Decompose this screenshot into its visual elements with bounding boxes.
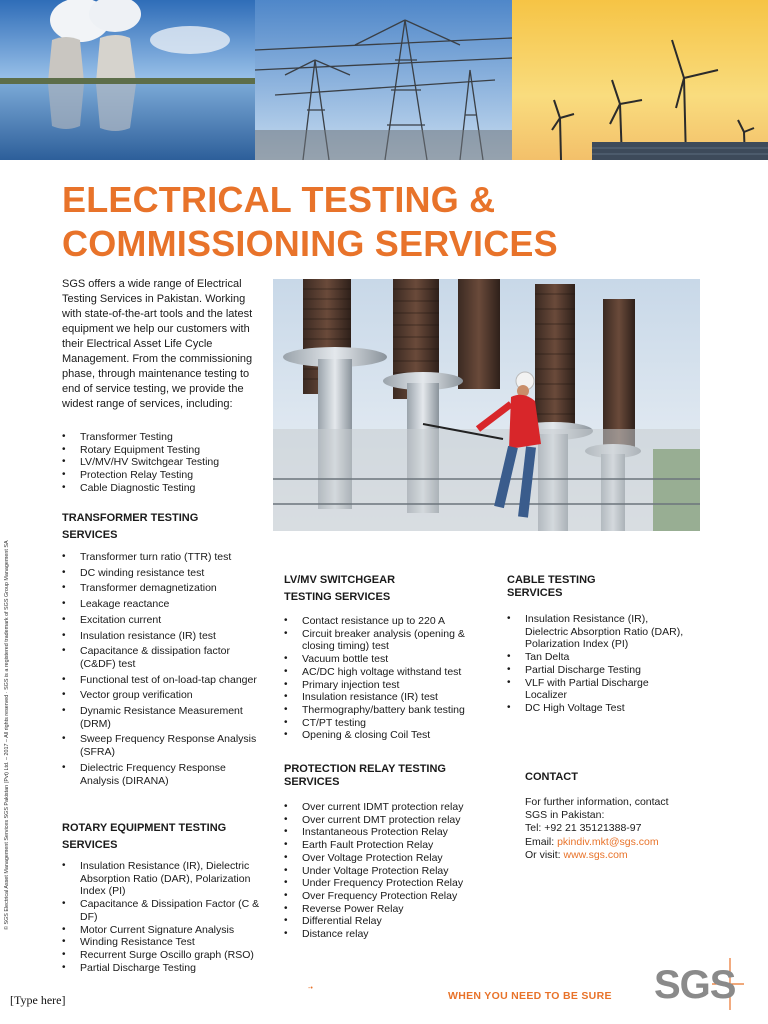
switchgear-list (284, 615, 489, 742)
list-item: • Under Voltage Protection Relay (284, 865, 494, 878)
list-item: • Instantaneous Protection Relay (284, 826, 494, 839)
contact-website-row (525, 849, 725, 862)
contact-line: For further information, contact (525, 796, 669, 808)
list-item: • LV/MV/HV Switchgear Testing (62, 456, 262, 469)
heading-line: TESTING SERVICES (284, 591, 391, 603)
list-item: • Rotary Equipment Testing (62, 444, 262, 457)
list-item: • VLF with Partial Discharge Localizer (507, 677, 687, 702)
sgs-logo-text: SGS (654, 963, 736, 1007)
list-item: • Functional test of on-load-tap changer (62, 674, 267, 687)
decorative-mark: -• (308, 985, 313, 992)
heading-line: LV/MV SWITCHGEAR (284, 574, 396, 586)
heading-line: SERVICES (507, 587, 563, 599)
list-item: • Earth Fault Protection Relay (284, 839, 494, 852)
list-item: • Transformer turn ratio (TTR) test (62, 551, 267, 564)
list-item: • AC/DC high voltage withstand test (284, 666, 489, 679)
list-item: • Transformer demagnetization (62, 582, 267, 595)
rotary-section (62, 820, 267, 974)
list-item: • Distance relay (284, 928, 494, 941)
list-item: • Dielectric Frequency Response Analysis (DIRANA) (62, 762, 267, 787)
list-item: • Primary injection test (284, 679, 489, 692)
cable-section (507, 574, 687, 715)
list-item: • Capacitance & dissipation factor (C&DF) test (62, 645, 267, 670)
list-item: • Over current IDMT protection relay (284, 801, 494, 814)
switchgear-section (284, 572, 489, 742)
cable-heading (507, 574, 687, 600)
substation-worker-photo (273, 279, 700, 531)
switchgear-heading (284, 572, 489, 606)
website-link[interactable]: www.sgs.com (563, 848, 628, 861)
list-item: • Insulation resistance (IR) test (284, 691, 489, 704)
email-label: Email: (525, 835, 558, 848)
heading-line: SERVICES (62, 529, 118, 541)
list-item: • Under Frequency Protection Relay (284, 877, 494, 890)
list-item: • Leakage reactance (62, 598, 267, 611)
cooling-towers-photo (0, 0, 255, 160)
list-item: • DC winding resistance test (62, 567, 267, 580)
heading-line: ROTARY EQUIPMENT TESTING (62, 822, 227, 834)
list-item: • Insulation resistance (IR) test (62, 630, 267, 643)
overview-list (62, 431, 262, 495)
website-label: Or visit: (525, 848, 564, 861)
list-item: • Partial Discharge Testing (507, 664, 687, 677)
list-item: • Tan Delta (507, 651, 687, 664)
transmission-tower-photo (255, 0, 512, 160)
list-item: • Over Voltage Protection Relay (284, 852, 494, 865)
contact-heading: CONTACT (525, 771, 578, 783)
transformer-section (62, 510, 267, 790)
title-line-1: ELECTRICAL TESTING & (62, 179, 496, 220)
list-item: • Excitation current (62, 614, 267, 627)
list-item: • Insulation Resistance (IR), Dielectric Absorption Ratio (DAR), Polarization Index (PI) (62, 860, 267, 898)
list-item: • Circuit breaker analysis (opening & closing timing) test (284, 628, 489, 653)
heading-line: TRANSFORMER TESTING (62, 512, 199, 524)
list-item: • Partial Discharge Testing (62, 962, 267, 975)
list-item: • Winding Resistance Test (62, 936, 267, 949)
copyright-sidenote: © SGS Electrical Asset Management Services SGS Pakistan (Pvt) Ltd. – 2017 – All rights reserved · SGS is a registered trademark of SGS Group Management SA (4, 540, 10, 930)
list-item: • Contact resistance up to 220 A (284, 615, 489, 628)
heading-line: PROTECTION RELAY TESTING (284, 763, 446, 775)
list-item: • Protection Relay Testing (62, 469, 262, 482)
heading-line: CABLE TESTING (507, 574, 596, 586)
list-item: • Thermography/battery bank testing (284, 704, 489, 717)
title-line-2: COMMISSIONING SERVICES (62, 223, 558, 264)
list-item: • DC High Voltage Test (507, 702, 687, 715)
wind-turbines-photo (512, 0, 768, 160)
transformer-list (62, 551, 267, 787)
rotary-list (62, 860, 267, 974)
list-item: • Motor Current Signature Analysis (62, 924, 267, 937)
contact-details (525, 796, 725, 862)
header-photo-banner (0, 0, 768, 160)
list-item: • CT/PT testing (284, 717, 489, 730)
list-item: • Differential Relay (284, 915, 494, 928)
list-item: • Over Frequency Protection Relay (284, 890, 494, 903)
intro-paragraph: SGS offers a wide range of Electrical Testing Services in Pakistan. Working with state-of-the-art tools and the latest equipment we help our customers with their Electrical Asset Life Cycle Management. From the commissioning phase, through maintenance testing to end of service testing, we provide the widest range of services, including: (62, 278, 253, 410)
cable-list (507, 613, 687, 715)
list-item: • Dynamic Resistance Measurement (DRM) (62, 705, 267, 730)
transformer-heading (62, 510, 267, 544)
list-item: • Sweep Frequency Response Analysis (SFRA) (62, 733, 267, 758)
list-item: • Cable Diagnostic Testing (62, 482, 262, 495)
sgs-logo (652, 958, 744, 1010)
list-item: • Capacitance & Dissipation Factor (C & DF) (62, 898, 267, 923)
relay-section (284, 763, 494, 941)
list-item: • Transformer Testing (62, 431, 262, 444)
contact-phone: Tel: +92 21 35121388-97 (525, 822, 642, 835)
list-item: • Over current DMT protection relay (284, 814, 494, 827)
list-item: • Vacuum bottle test (284, 653, 489, 666)
list-item: • Opening & closing Coil Test (284, 729, 489, 742)
type-here-placeholder: [Type here] (10, 993, 66, 1007)
relay-heading (284, 763, 494, 789)
email-link[interactable]: pkindiv.mkt@sgs.com (557, 835, 659, 848)
list-item: • Insulation Resistance (IR), Dielectric Absorption Ratio (DAR), Polarization Index (PI) (507, 613, 687, 651)
relay-list (284, 801, 494, 941)
rotary-heading (62, 820, 267, 854)
tagline: WHEN YOU NEED TO BE SURE (448, 990, 612, 1002)
page-title (62, 178, 702, 266)
heading-line: SERVICES (62, 839, 118, 851)
contact-email-row (525, 836, 725, 849)
list-item: • Vector group verification (62, 689, 267, 702)
list-item: • Recurrent Surge Oscillo graph (RSO) (62, 949, 267, 962)
heading-line: SERVICES (284, 776, 340, 788)
contact-line: SGS in Pakistan: (525, 809, 605, 822)
list-item: • Reverse Power Relay (284, 903, 494, 916)
contact-section (525, 769, 725, 862)
